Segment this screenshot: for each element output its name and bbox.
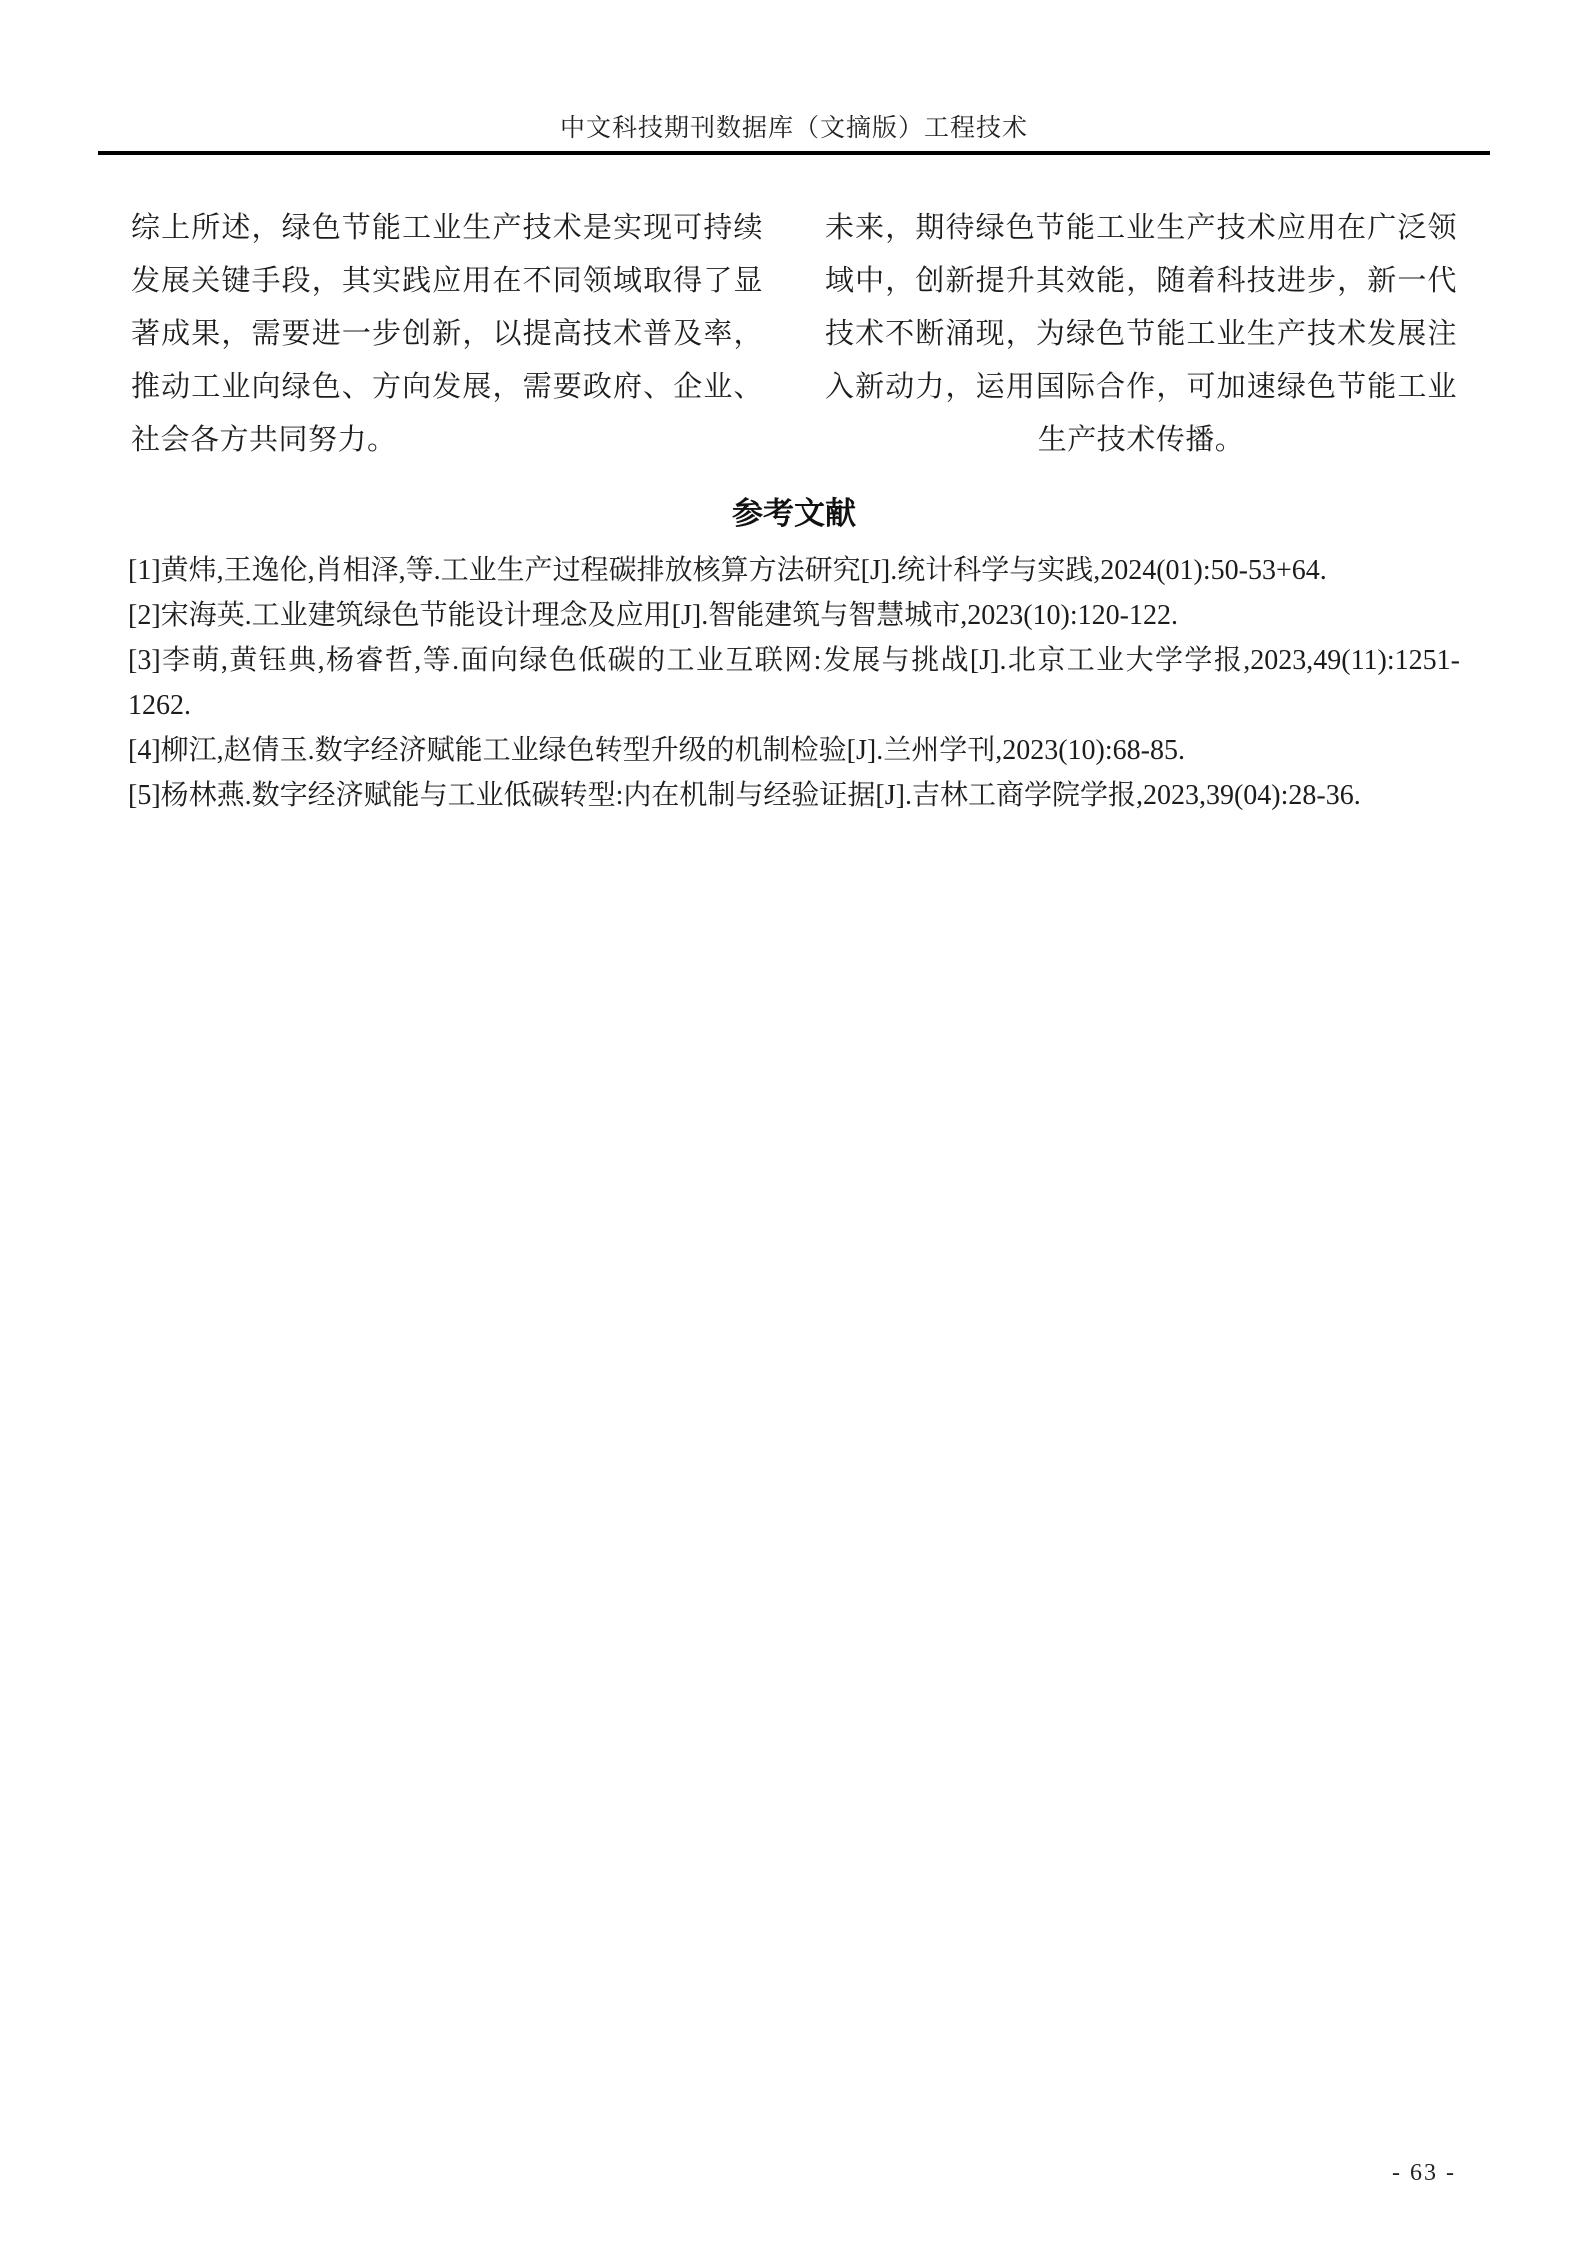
outlook-paragraph: 未来，期待绿色节能工业生产技术应用在广泛领域中，创新提升其效能，随着科技进步，新一代技术不断涌现，为绿色节能工业生产技术发展注入新动力，运用国际合作，可加速绿色节能工业生产技术传播。 (825, 212, 1457, 456)
references-list (128, 548, 1460, 818)
header-rule (98, 151, 1490, 155)
reference-item-3: [3]李萌,黄钰典,杨睿哲,等.面向绿色低碳的工业互联网:发展与挑战[J].北京工业大学学报,2023,49(11):1251-1262. (128, 645, 1460, 721)
reference-item-5: [5]杨林燕.数字经济赋能与工业低碳转型:内在机制与经验证据[J].吉林工商学院学报,2023,39(04):28-36. (128, 780, 1361, 811)
journal-header-title: 中文科技期刊数据库（文摘版）工程技术 (559, 115, 1028, 142)
reference-item-2: [2]宋海英.工业建筑绿色节能设计理念及应用[J].智能建筑与智慧城市,2023(10):120-122. (128, 600, 1178, 631)
reference-item-1: [1]黄炜,王逸伦,肖相泽,等.工业生产过程碳排放核算方法研究[J].统计科学与实践,2024(01):50-53+64. (128, 555, 1327, 586)
page-number: - 63 - (1392, 2160, 1456, 2186)
conclusion-paragraph: 综上所述，绿色节能工业生产技术是实现可持续发展关键手段，其实践应用在不同领域取得了显著成果，需要进一步创新，以提高技术普及率，推动工业向绿色、方向发展，需要政府、企业、社会各方共同努力。 (131, 212, 763, 456)
references-heading: 参考文献 (732, 496, 856, 531)
reference-item-4: [4]柳江,赵倩玉.数字经济赋能工业绿色转型升级的机制检验[J].兰州学刊,2023(10):68-85. (128, 735, 1185, 766)
body-columns (131, 202, 1457, 467)
page-header (0, 0, 1588, 155)
